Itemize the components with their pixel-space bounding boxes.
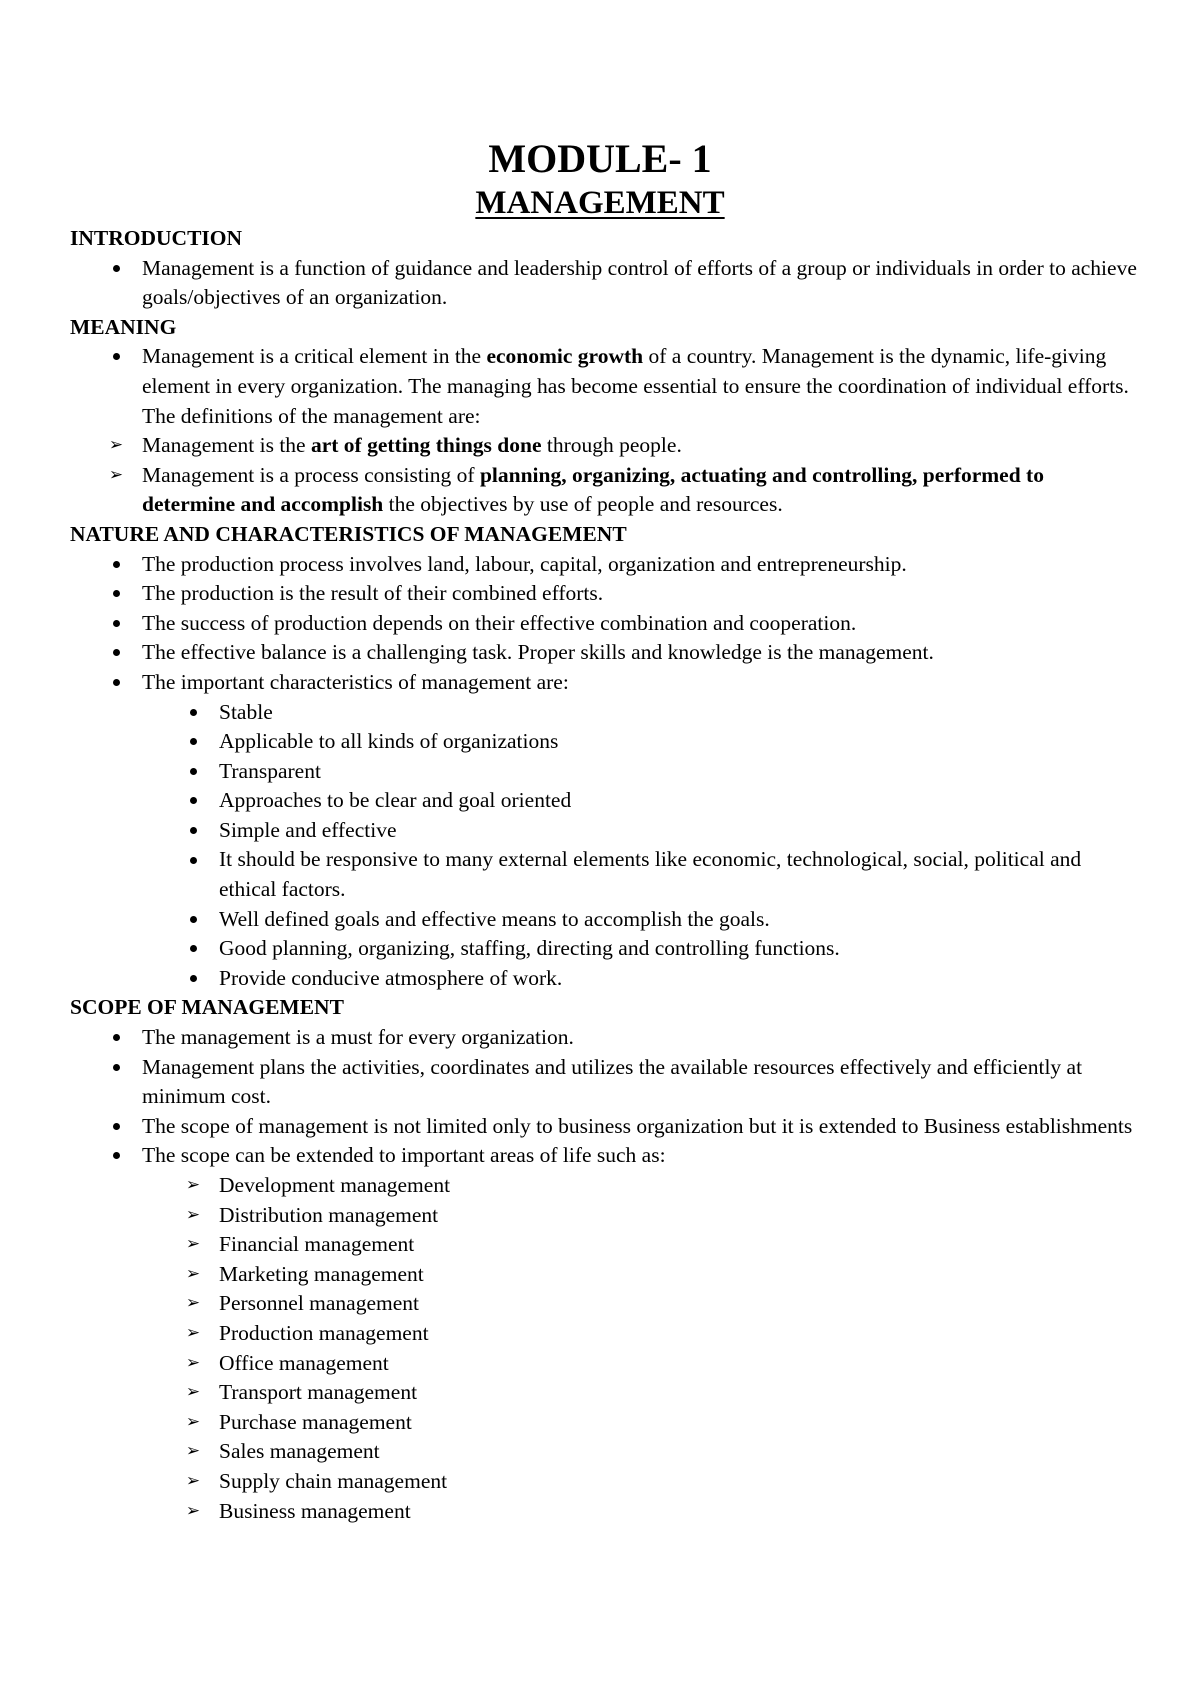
- list-item-text: Management is the art of getting things done through people.: [142, 433, 682, 458]
- list-item-text: Applicable to all kinds of organizations: [219, 729, 559, 754]
- list-item-text: Purchase management: [219, 1409, 412, 1434]
- section-heading-nature: NATURE AND CHARACTERISTICS OF MANAGEMENT: [70, 521, 627, 546]
- arrow-bullet-icon: ➢: [185, 1322, 201, 1343]
- emphasis-text: planning, organizing, actuating and controlling, performed to determine and accomplish: [142, 462, 1044, 517]
- list-item-text: Personnel management: [219, 1291, 420, 1316]
- bullet-icon: [181, 786, 205, 816]
- bullet-icon: [181, 845, 205, 875]
- introduction-list: [70, 254, 1140, 313]
- list-item-text: Good planning, organizing, staffing, directing and controlling functions.: [219, 936, 840, 961]
- arrow-bullet-icon: ➢: [185, 1382, 201, 1403]
- list-item-text: Simple and effective: [219, 817, 397, 842]
- list-item: [70, 1141, 1140, 1171]
- list-item-text: The scope can be extended to important areas of life such as:: [142, 1143, 666, 1168]
- arrow-bullet-icon: ➢: [185, 1204, 201, 1225]
- bullet-icon: [181, 934, 205, 964]
- list-item-text: Financial management: [219, 1232, 415, 1257]
- bullet-icon: [104, 668, 128, 698]
- sub-list-item: [70, 845, 1140, 904]
- list-item: [70, 638, 1140, 668]
- list-item-text: The production process involves land, labour, capital, organization and entrepreneurship.: [142, 551, 907, 576]
- sub-list-item: [70, 1289, 1140, 1319]
- arrow-bullet-icon: ➢: [108, 464, 124, 485]
- list-item-text: The management is a must for every organization.: [142, 1025, 574, 1050]
- list-item: [70, 1112, 1140, 1142]
- list-item-text: Sales management: [219, 1439, 380, 1464]
- list-item-text: Provide conducive atmosphere of work.: [219, 965, 563, 990]
- arrow-bullet-icon: ➢: [185, 1500, 201, 1521]
- list-item: [70, 342, 1140, 431]
- list-item-text: Supply chain management: [219, 1468, 448, 1493]
- list-item: [70, 431, 1140, 461]
- arrow-bullet-icon: ➢: [185, 1293, 201, 1314]
- sub-list-item: [70, 786, 1140, 816]
- bullet-icon: [104, 1023, 128, 1053]
- list-item-text: Production management: [219, 1320, 429, 1345]
- sub-list-item: [70, 698, 1140, 728]
- sub-list-item: [70, 1467, 1140, 1497]
- bullet-icon: [104, 254, 128, 284]
- list-item: [70, 609, 1140, 639]
- sub-list-item: [70, 1319, 1140, 1349]
- bullet-icon: [181, 816, 205, 846]
- page-subtitle: MANAGEMENT: [475, 185, 725, 221]
- list-item-text: Approaches to be clear and goal oriented: [219, 788, 572, 813]
- list-item-text: Management plans the activities, coordinates and utilizes the available resources effectively and efficiently at minimum cost.: [142, 1054, 1083, 1109]
- list-item-text: It should be responsive to many external elements like economic, technological, social, political and ethical factors.: [219, 847, 1082, 902]
- bullet-icon: [181, 698, 205, 728]
- list-item-text: The important characteristics of management are:: [142, 669, 569, 694]
- sub-list-item: [70, 757, 1140, 787]
- list-item-text: Stable: [219, 699, 273, 724]
- sub-list-item: [70, 1497, 1140, 1527]
- bullet-icon: [181, 757, 205, 787]
- sub-list-item: [70, 1349, 1140, 1379]
- meaning-list: [70, 342, 1140, 520]
- emphasis-text: art of getting things done: [310, 433, 542, 458]
- document-body: [70, 224, 1140, 1526]
- sub-list-item: [70, 1171, 1140, 1201]
- section-heading-scope: SCOPE OF MANAGEMENT: [70, 995, 344, 1020]
- arrow-bullet-icon: ➢: [108, 435, 124, 456]
- list-item-text: The production is the result of their combined efforts.: [142, 581, 604, 606]
- list-item-text: Management is a process consisting of planning, organizing, actuating and controlling, performed to determine and accomplish the objectives by use of people and resources.: [142, 462, 1044, 517]
- list-item-text: Office management: [219, 1350, 389, 1375]
- list-item: [70, 579, 1140, 609]
- list-item-text: The scope of management is not limited only to business organization but it is extended to Business establishments: [142, 1113, 1133, 1138]
- sub-list-item: [70, 905, 1140, 935]
- list-item-text: Marketing management: [219, 1261, 424, 1286]
- arrow-bullet-icon: ➢: [185, 1263, 201, 1284]
- list-item-text: Business management: [219, 1498, 411, 1523]
- bullet-icon: [181, 905, 205, 935]
- nature-list: [70, 550, 1140, 994]
- list-item-text: Well defined goals and effective means to accomplish the goals.: [219, 906, 770, 931]
- bullet-icon: [104, 342, 128, 372]
- sub-list-item: [70, 1437, 1140, 1467]
- section-heading-introduction: INTRODUCTION: [70, 226, 243, 250]
- list-item: [70, 668, 1140, 698]
- list-item: [70, 1053, 1140, 1112]
- list-item-text: The success of production depends on their effective combination and cooperation.: [142, 610, 857, 635]
- list-item-text: Transparent: [219, 758, 321, 783]
- emphasis-text: economic growth: [486, 344, 644, 369]
- arrow-bullet-icon: ➢: [185, 1352, 201, 1373]
- sub-list-item: [70, 1408, 1140, 1438]
- bullet-icon: [104, 1112, 128, 1142]
- list-item-text: Management is a critical element in the economic growth of a country. Management is the dynamic, life-giving element in every organization. The managing has become essential to ensure the coordination of individual efforts. The definitions of the management are:: [142, 344, 1129, 428]
- list-item-text: Development management: [219, 1173, 451, 1197]
- bullet-icon: [181, 727, 205, 757]
- bullet-icon: [104, 579, 128, 609]
- arrow-bullet-icon: ➢: [185, 1470, 201, 1491]
- bullet-icon: [104, 638, 128, 668]
- page-title: MODULE- 1: [488, 136, 712, 181]
- bullet-icon: [104, 1141, 128, 1171]
- bullet-icon: [104, 609, 128, 639]
- sub-list-item: [70, 1230, 1140, 1260]
- bullet-icon: [181, 964, 205, 994]
- sub-list-item: [70, 816, 1140, 846]
- sub-list-item: [70, 1378, 1140, 1408]
- scope-list: [70, 1023, 1140, 1526]
- arrow-bullet-icon: ➢: [185, 1441, 201, 1462]
- list-item-text: Transport management: [219, 1380, 418, 1405]
- bullet-icon: [104, 550, 128, 580]
- sub-list-item: [70, 934, 1140, 964]
- sub-list-item: [70, 964, 1140, 994]
- list-item: [70, 254, 1140, 313]
- list-item: [70, 461, 1140, 520]
- list-item-text: Distribution management: [219, 1202, 439, 1227]
- arrow-bullet-icon: ➢: [185, 1234, 201, 1255]
- list-item-text: The effective balance is a challenging task. Proper skills and knowledge is the management.: [142, 640, 934, 665]
- section-heading-meaning: MEANING: [70, 314, 177, 339]
- list-item: [70, 1023, 1140, 1053]
- sub-list-item: [70, 1201, 1140, 1231]
- sub-list-item: [70, 727, 1140, 757]
- sub-list-item: [70, 1260, 1140, 1290]
- arrow-bullet-icon: ➢: [185, 1411, 201, 1432]
- arrow-bullet-icon: ➢: [185, 1175, 201, 1195]
- list-item-text: Management is a function of guidance and leadership control of efforts of a group or individuals in order to achieve goals/objectives of an organization.: [142, 255, 1137, 310]
- bullet-icon: [104, 1053, 128, 1083]
- list-item: [70, 550, 1140, 580]
